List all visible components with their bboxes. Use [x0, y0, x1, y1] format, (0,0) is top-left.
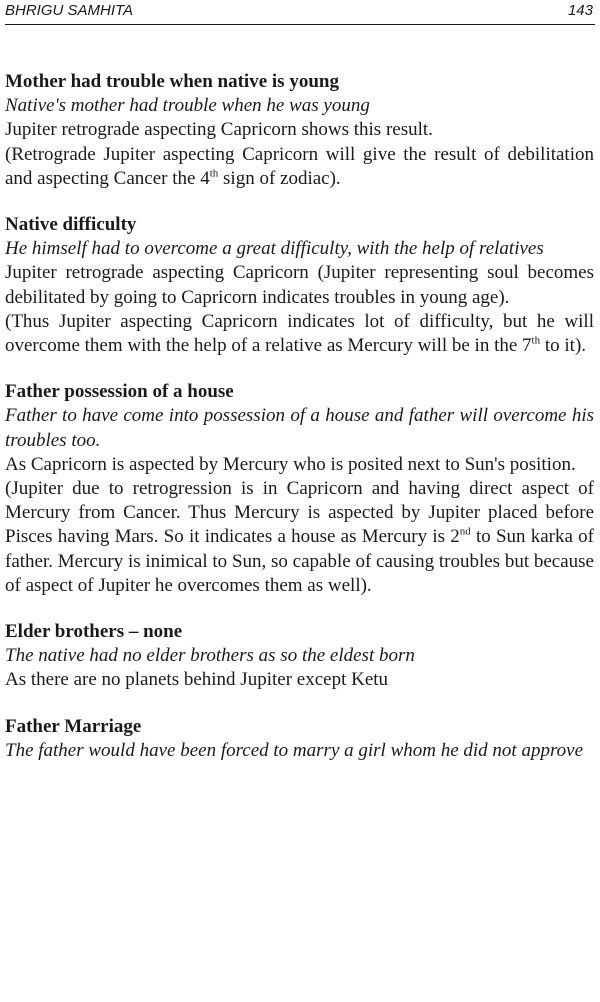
section-paragraph: [5, 477, 594, 598]
page-content: [5, 70, 594, 763]
section-elder-brothers: [5, 620, 594, 693]
section-heading: Elder brothers – none: [5, 621, 183, 643]
section-quote: Native's mother had trouble when he was young: [5, 95, 370, 117]
paragraph-text: to Sun karka of father. Mercury is inimical to Sun, so capable of causing troubles but because of aspect of Jupiter he overcomes them as well).: [5, 526, 594, 596]
section-heading: Father Marriage: [5, 715, 142, 737]
section-heading: Mother had trouble when native is young: [5, 71, 339, 92]
section-native-difficulty: [5, 213, 594, 358]
ordinal-suffix: th: [531, 334, 541, 347]
section-mother-trouble: [5, 70, 594, 191]
section-quote: The father would have been forced to marry a girl whom he did not approve: [5, 739, 584, 761]
book-title: BHRIGU SAMHITA: [5, 2, 134, 19]
ordinal-suffix: nd: [459, 526, 471, 539]
section-paragraph: [5, 143, 594, 191]
section-quote: Father to have come into possession of a house and father will overcome his troubles too.: [5, 405, 594, 451]
section-quote: The native had no elder brothers as so the eldest born: [5, 645, 415, 667]
section-paragraph: As Capricorn is aspected by Mercury who is posited next to Sun's position.: [5, 453, 576, 475]
section-father-marriage: [5, 715, 594, 763]
ordinal-suffix: th: [209, 167, 219, 180]
paragraph-text: to it).: [540, 335, 587, 357]
section-paragraph: As there are no planets behind Jupiter except Ketu: [5, 669, 389, 691]
section-heading: Father possession of a house: [5, 381, 234, 403]
section-father-house: [5, 380, 594, 598]
section-quote: He himself had to overcome a great difficulty, with the help of relatives: [5, 238, 544, 260]
section-paragraph: Jupiter retrograde aspecting Capricorn shows this result.: [5, 119, 433, 141]
page-number: 143: [567, 2, 593, 19]
section-heading: Native difficulty: [5, 214, 137, 236]
section-paragraph: [5, 310, 594, 358]
paragraph-text: (Jupiter due to retrogression is in Capricorn and having direct aspect of Mercury from Cancer. Thus Mercury is aspected by Jupiter placed before Pisces having Mars. So it indicates a house as Mercury is 2: [5, 478, 594, 548]
paragraph-text: (Thus Jupiter aspecting Capricorn indicates lot of difficulty, but he will overcome them with the help of a relative as Mercury will be in the 7: [5, 310, 594, 357]
section-paragraph: Jupiter retrograde aspecting Capricorn (Jupiter representing soul becomes debilitated by going to Capricorn indicates troubles in young age).: [5, 262, 594, 308]
running-header: [5, 0, 595, 25]
paragraph-text: sign of zodiac).: [218, 167, 341, 189]
paragraph-text: (Retrograde Jupiter aspecting Capricorn will give the result of debilitation and aspecting Cancer the 4: [5, 143, 594, 189]
